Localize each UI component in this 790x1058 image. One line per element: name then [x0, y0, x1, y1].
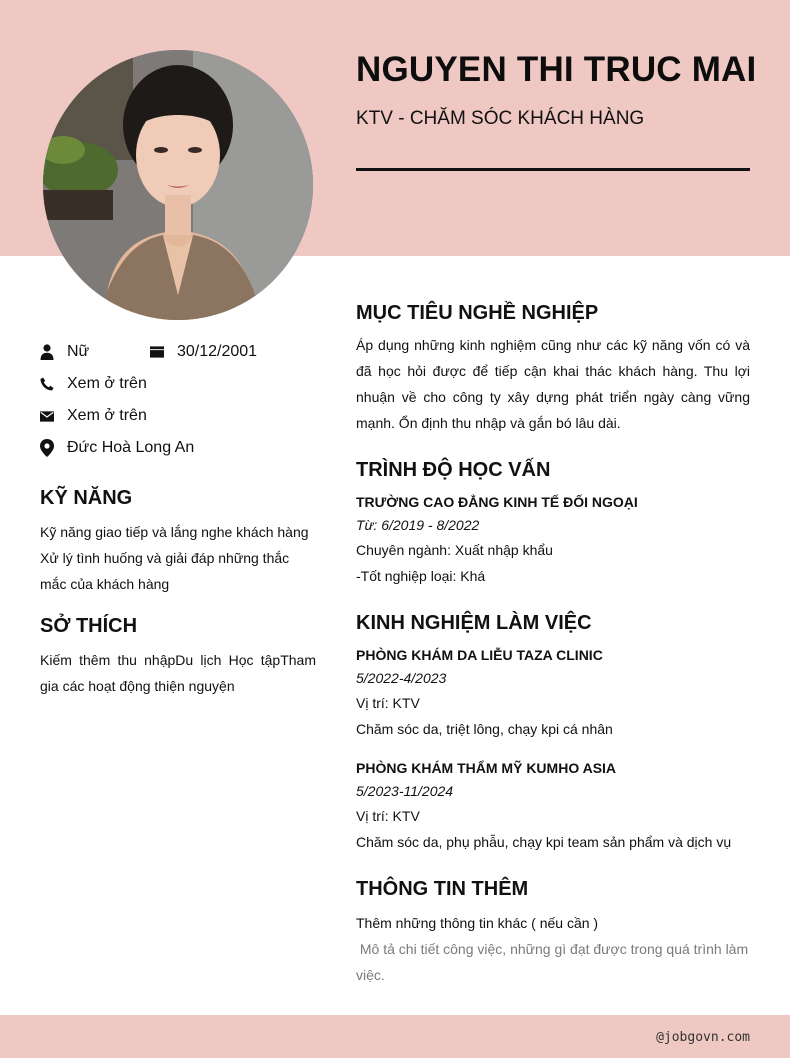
school-name: TRƯỜNG CAO ĐẲNG KINH TẾ ĐỐI NGOẠI	[356, 494, 638, 510]
education-period: Từ: 6/2019 - 8/2022	[356, 517, 480, 533]
address-row	[40, 436, 194, 460]
phone-row	[40, 372, 147, 396]
candidate-name: NGUYEN THI TRUC MAI	[356, 50, 757, 89]
education-grade: -Tốt nghiệp loại: Khá	[356, 568, 486, 584]
calendar-icon	[150, 343, 164, 361]
job-description: Chăm sóc da, phụ phẫu, chạy kpi team sản phẩm và dịch vụ	[356, 834, 732, 850]
dob-value: 30/12/2001	[177, 343, 258, 360]
education-major: Chuyên ngành: Xuất nhập khẩu	[356, 542, 553, 558]
hobbies-text: Kiếm thêm thu nhậpDu lịch Học tậpTham gia các hoạt động thiện nguyện	[40, 652, 316, 694]
skill-item: Kỹ năng giao tiếp và lắng nghe khách hàng	[40, 524, 309, 540]
job-company: PHÒNG KHÁM THẨM MỸ KUMHO ASIA	[356, 760, 617, 776]
job-title: KTV - CHĂM SÓC KHÁCH HÀNG	[356, 108, 645, 129]
job-description: Chăm sóc da, triệt lông, chạy kpi cá nhân	[356, 721, 613, 737]
gender-value: Nữ	[67, 343, 90, 360]
skills-heading: KỸ NĂNG	[40, 487, 133, 509]
person-icon	[40, 343, 54, 361]
skill-item: Xử lý tình huống và giải đáp những thắc mắc của khách hàng	[40, 550, 290, 592]
objective-text: Áp dụng những kinh nghiệm cũng như các kỹ năng vốn có và đã học hỏi được để tiếp cận khai thác khách hàng. Thu lợi nhuận về cho công ty xây dựng phát triển ngày càng vững mạnh. Ổn định thu nhập và gắn bó lâu dài.	[356, 337, 750, 431]
experience-heading: KINH NGHIỆM LÀM VIỆC	[356, 612, 592, 634]
job-company: PHÒNG KHÁM DA LIỄU TAZA CLINIC	[356, 647, 603, 663]
title-divider	[356, 168, 750, 171]
gender-row	[40, 340, 89, 364]
extra-description: Mô tả chi tiết công việc, những gì đạt được trong quá trình làm việc.	[356, 941, 753, 983]
job-position: Vị trí: KTV	[356, 695, 420, 711]
email-row	[40, 404, 147, 428]
footer-brand[interactable]: @jobgovn.com	[656, 1030, 750, 1045]
job-period: 5/2023-11/2024	[356, 783, 454, 799]
mail-icon	[40, 407, 54, 425]
objective-heading: MỤC TIÊU NGHỀ NGHIỆP	[356, 302, 599, 324]
extra-heading: THÔNG TIN THÊM	[356, 878, 529, 900]
profile-photo	[43, 50, 313, 320]
location-pin-icon	[40, 439, 54, 457]
job-period: 5/2022-4/2023	[356, 670, 447, 686]
portrait-photo-icon	[43, 50, 313, 320]
extra-line: Thêm những thông tin khác ( nếu cần )	[356, 915, 599, 931]
address-value: Đức Hoà Long An	[67, 439, 195, 456]
phone-icon	[40, 375, 54, 393]
phone-value[interactable]: Xem ở trên	[67, 375, 147, 392]
dob-row	[150, 340, 257, 364]
education-heading: TRÌNH ĐỘ HỌC VẤN	[356, 459, 551, 481]
skills-list	[40, 519, 316, 597]
hobbies-heading: SỞ THÍCH	[40, 615, 138, 637]
job-position: Vị trí: KTV	[356, 808, 420, 824]
email-value[interactable]: Xem ở trên	[67, 407, 147, 424]
